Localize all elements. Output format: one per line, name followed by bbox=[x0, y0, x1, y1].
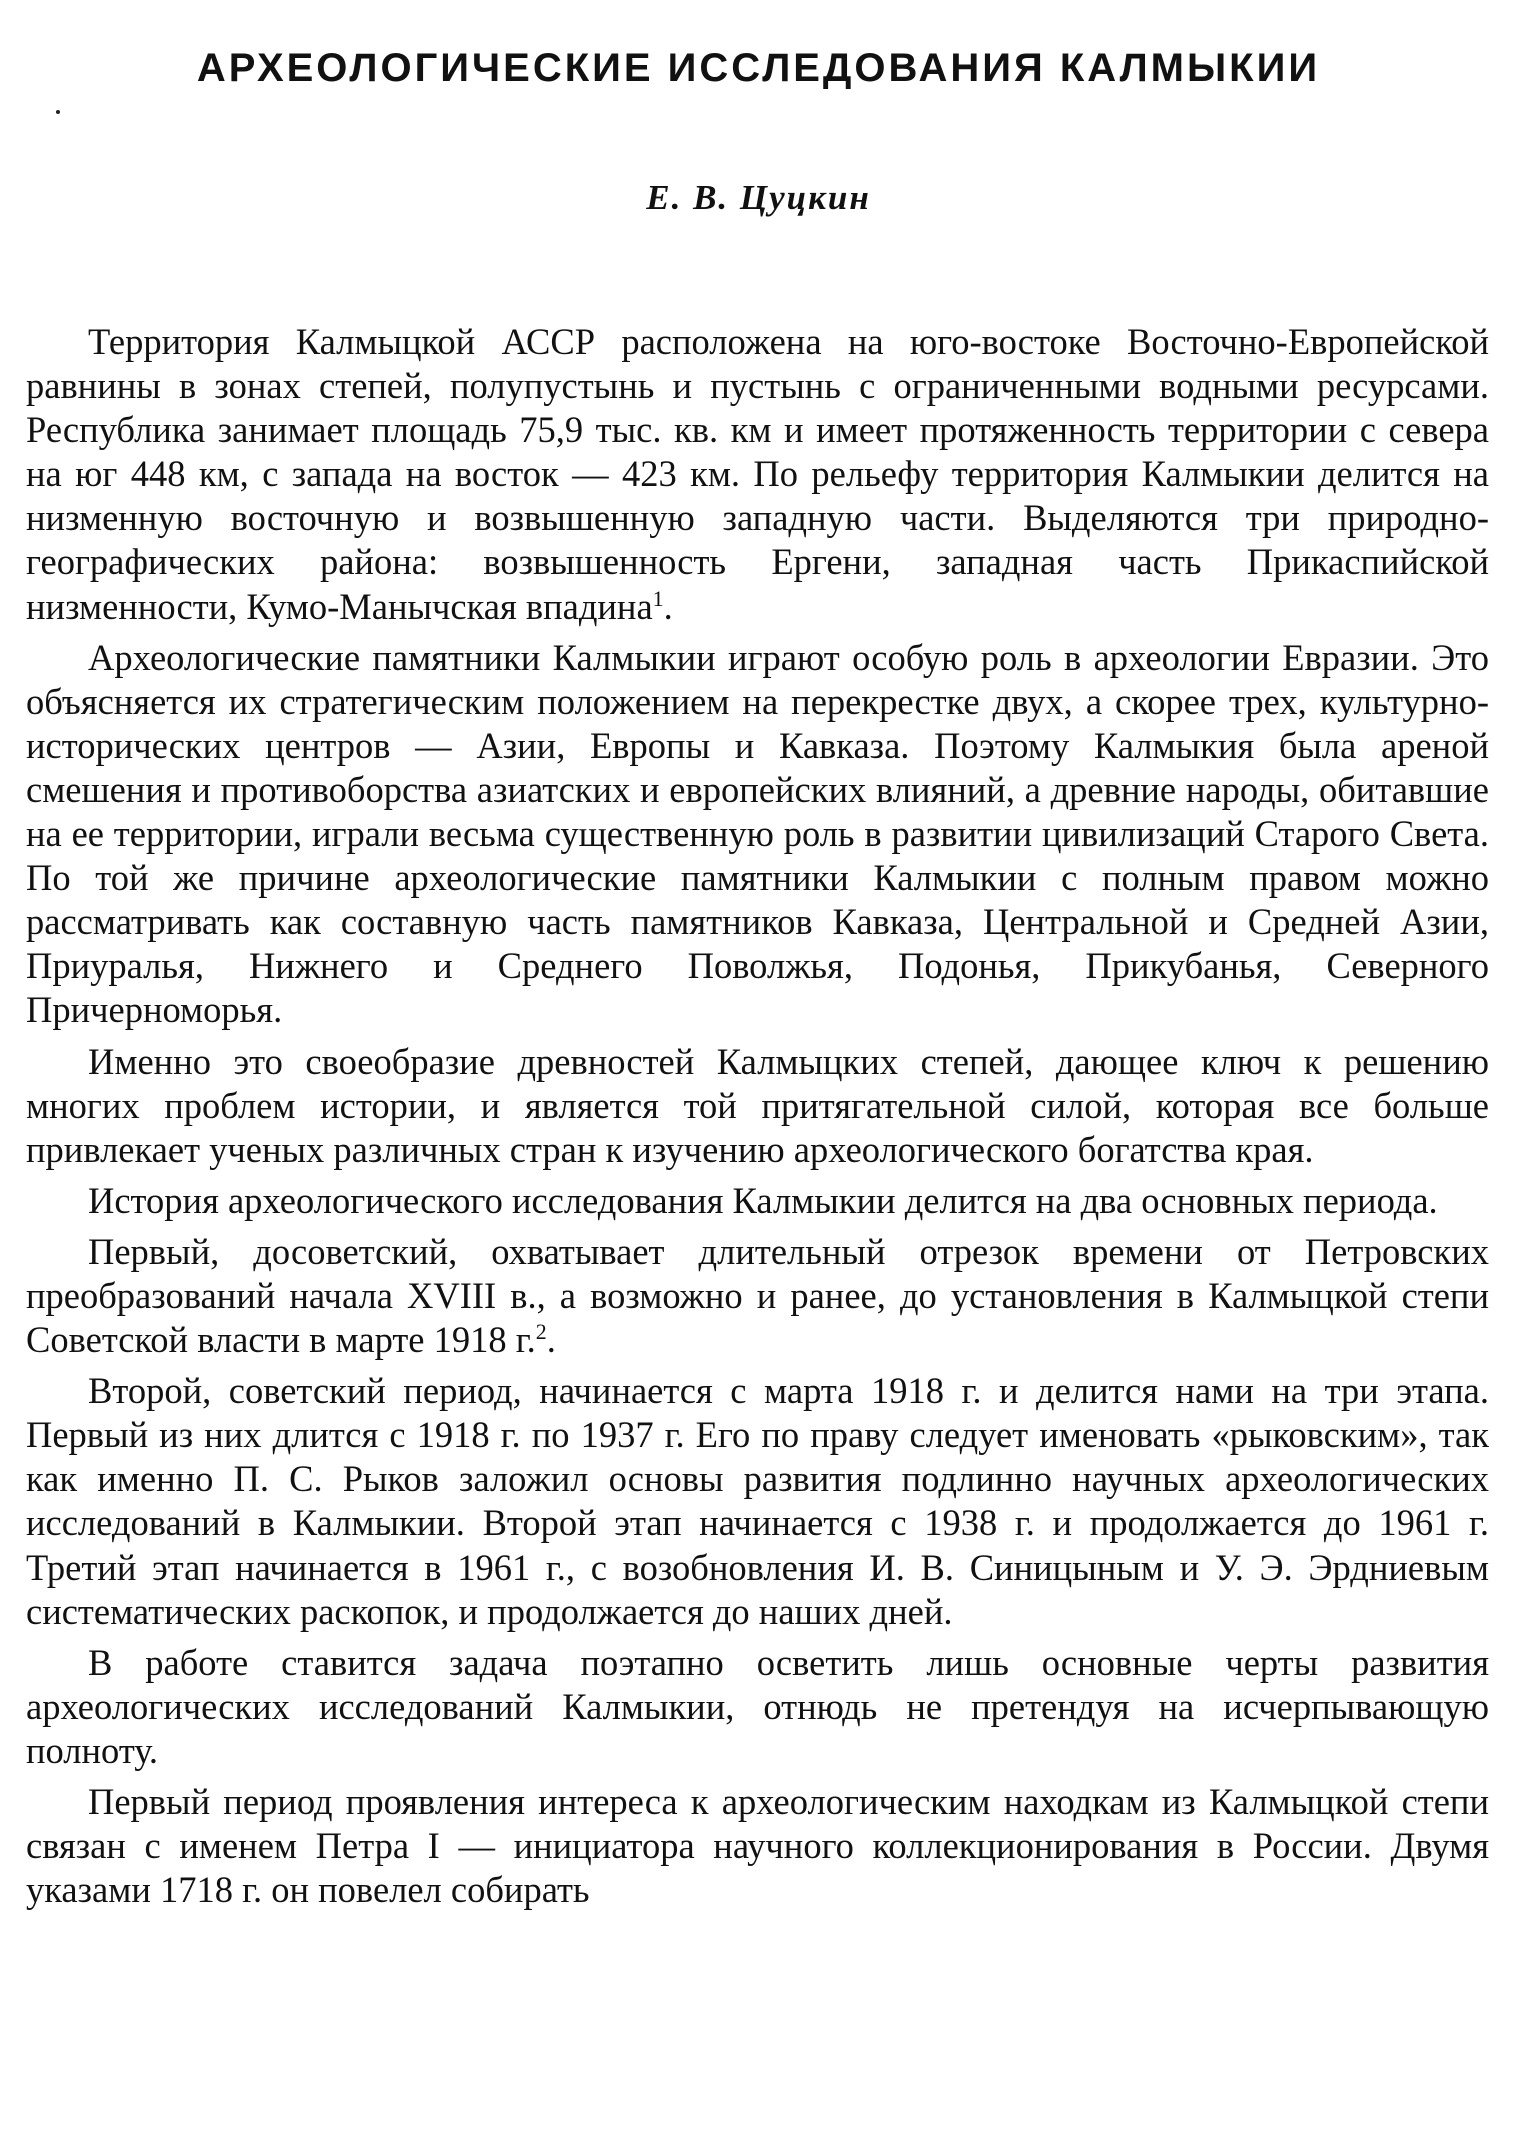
paragraph bbox=[26, 1179, 1489, 1223]
paragraph bbox=[26, 1230, 1489, 1362]
paragraph-text: Второй, советский период, начинается с марта 1918 г. и делится нами на три этапа. Первый из них длится с 1918 г. по 1937 г. Его по праву следует именовать «рыковским», так как именно П. С. Рыков заложил основы развития подлинно научных археологических исследований в Калмыкии. Второй этап начинается с 1938 г. и продолжается до 1961 г. Третий этап начинается в 1961 г., с возобновления И. В. Синицыным и У. Э. Эрдниевым систематических раскопок, и продолжается до наших дней. bbox=[26, 1370, 1489, 1632]
article-author: Е. В. Цуцкин bbox=[646, 178, 871, 217]
paragraph-text: История археологического исследования Калмыкии делится на два основных периода. bbox=[88, 1179, 1438, 1221]
paragraph-tail: . bbox=[546, 1319, 556, 1361]
paragraph bbox=[26, 1641, 1489, 1773]
paragraph bbox=[26, 320, 1489, 629]
paragraph-text: Археологические памятники Калмыкии играют особую роль в археологии Евразии. Это объясняется их стратегическим положением на перекрестке двух, а скорее трех, культурно-исторических центров — Азии, Европы и Кавказа. Поэтому Калмыкия была ареной смешения и противоборства азиатских и европейских влияний, а древние народы, обитавшие на ее территории, играли весьма существенную роль в развитии цивилизаций Старого Света. По той же причине археологические памятники Калмыкии с полным правом можно рассматривать как составную часть памятников Кавказа, Центральной и Средней Азии, Приуралья, Нижнего и Среднего Поволжья, Подонья, Прикубанья, Северного Причерноморья. bbox=[26, 636, 1489, 1031]
paragraph bbox=[26, 1369, 1489, 1634]
article-body bbox=[26, 320, 1489, 1919]
paragraph-text: Первый, досоветский, охватывает длительный отрезок времени от Петровских преобразований начала XVIII в., а возможно и ранее, до установления в Калмыцкой степи Советской власти в марте 1918 г. bbox=[26, 1230, 1489, 1361]
paragraph-text: В работе ставится задача поэтапно осветить лишь основные черты развития археологических исследований Калмыкии, отнюдь не претендуя на исчерпывающую полноту. bbox=[26, 1641, 1489, 1771]
article-title: АРХЕОЛОГИЧЕСКИЕ ИССЛЕДОВАНИЯ КАЛМЫКИИ bbox=[196, 46, 1321, 90]
paragraph bbox=[26, 1040, 1489, 1172]
scan-speck bbox=[56, 110, 60, 114]
paragraph bbox=[26, 636, 1489, 1033]
paragraph-text: Первый период проявления интереса к археологическим находкам из Калмыцкой степи связан с именем Петра I — инициатора научного коллекционирования в России. Двумя указами 1718 г. он повелел собирать bbox=[26, 1781, 1489, 1911]
footnote-marker: 1 bbox=[652, 585, 664, 611]
paragraph-tail: . bbox=[663, 585, 673, 627]
paragraph bbox=[26, 1780, 1489, 1912]
footnote-marker: 2 bbox=[535, 1318, 547, 1344]
paragraph-text: Территория Калмыцкой АССР расположена на юго-востоке Восточно-Европейской равнины в зонах степей, полупустынь и пустынь с ограниченными водными ресурсами. Республика занимает площадь 75,9 тыс. кв. км и имеет протяженность территории с севера на юг 448 км, с запада на восток — 423 км. По рельефу территория Калмыкии делится на низменную восточную и возвышенную западную части. Выделяются три природно-географических района: возвышенность Ергени, западная часть Прикаспийской низменности, Кумо-Манычская впадина bbox=[26, 321, 1489, 627]
paragraph-text: Именно это своеобразие древностей Калмыцких степей, дающее ключ к решению многих проблем истории, и является той притягательной силой, которая все больше привлекает ученых различных стран к изучению археологического богатства края. bbox=[26, 1040, 1489, 1170]
